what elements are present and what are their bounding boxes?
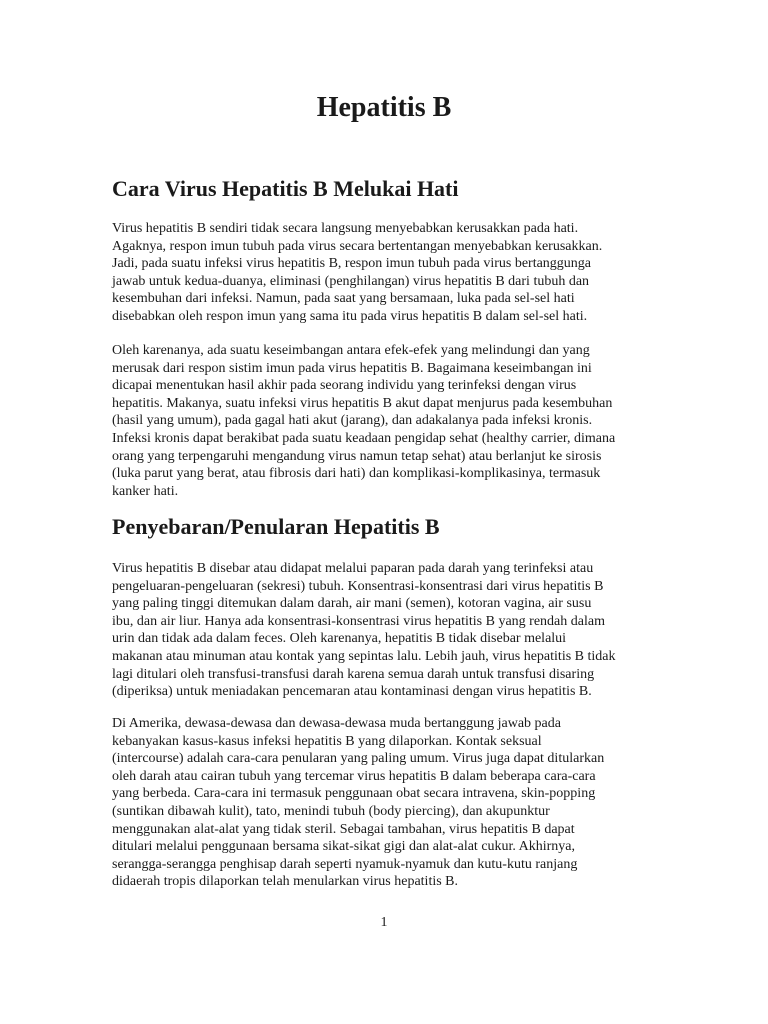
text-line: (intercourse) adalah cara-cara penularan yang paling umum. Virus juga dapat ditularkan [112, 751, 605, 767]
text-line: urin dan tidak ada dalam feces. Oleh karenanya, hepatitis B tidak disebar melalui [112, 631, 567, 647]
text-line: didaerah tropis dilaporkan telah menularkan virus hepatitis B. [112, 874, 459, 890]
text-line: Jadi, pada suatu infeksi virus hepatitis B, respon imun tubuh pada virus bertanggunga [112, 256, 592, 272]
text-line: (luka parut yang berat, atau fibrosis dari hati) dan komplikasi-komplikasinya, termasuk [112, 466, 601, 482]
text-line: Agaknya, respon imun tubuh pada virus secara bertentangan menyebabkan kerusakkan. [112, 238, 603, 254]
text-line: makanan atau minuman atau kontak yang sepintas lalu. Lebih jauh, virus hepatitis B tidak [112, 648, 616, 664]
text-line: Di Amerika, dewasa-dewasa dan dewasa-dewasa muda bertanggung jawab pada [112, 716, 561, 731]
paragraph-cara-virus-2 [112, 342, 672, 500]
paragraph-penyebaran-1 [112, 560, 672, 701]
text-line: kebanyakan kasus-kasus infeksi hepatitis B yang dilaporkan. Kontak seksual [112, 733, 542, 749]
text-line: Virus hepatitis B sendiri tidak secara langsung menyebabkan kerusakkan pada hati. [112, 221, 579, 236]
text-line: pengeluaran-pengeluaran (sekresi) tubuh. Konsentrasi-konsentrasi dari virus hepatitis B [112, 578, 604, 594]
text-line: hepatitis. Makanya, suatu infeksi virus hepatitis B akut dapat menjurus pada kesembuhan [112, 395, 613, 411]
text-line: lagi ditulari oleh transfusi-transfusi darah karena semua darah untuk transfusi disaring [112, 666, 595, 682]
text-line: Infeksi kronis dapat berakibat pada suatu keadaan pengidap sehat (healthy carrier, dimana [112, 430, 616, 446]
text-line: Virus hepatitis B disebar atau didapat melalui paparan pada darah yang terinfeksi atau [112, 561, 594, 576]
paragraph-penyebaran-2 [112, 715, 672, 891]
text-line: (hasil yang umum), pada gagal hati akut (jarang), dan adakalanya pada infeksi kronis. [112, 413, 593, 429]
text-line: (suntikan dibawah kulit), tato, menindi tubuh (body piercing), dan akupunktur [112, 803, 550, 819]
text-line: menggunakan alat-alat yang tidak steril. Sebagai tambahan, virus hepatitis B dapat [112, 821, 575, 837]
text-line: yang paling tinggi ditemukan dalam darah, air mani (semen), kotoran vagina, air susu [112, 596, 592, 612]
text-line: (diperiksa) untuk meniadakan pencemaran atau kontaminasi dengan virus hepatitis B. [112, 684, 592, 700]
section-heading-penyebaran: Penyebaran/Penularan Hepatitis B [112, 514, 440, 539]
text-line: merusak dari respon sistim imun pada virus hepatitis B. Bagaimana keseimbangan ini [112, 360, 592, 376]
text-line: disebabkan oleh respon imun yang sama itu pada virus hepatitis B dalam sel-sel hati. [112, 308, 588, 324]
text-line: serangga-serangga penghisap darah seperti nyamuk-nyamuk dan kutu-kutu ranjang [112, 856, 578, 872]
text-line: dicapai menentukan hasil akhir pada seorang individu yang terinfeksi dengan virus [112, 378, 577, 394]
text-line: yang berbeda. Cara-cara ini termasuk penggunaan obat secara intravena, skin-popping [112, 786, 596, 802]
paragraph-cara-virus-1 [112, 220, 672, 326]
text-line: kanker hati. [112, 483, 179, 499]
text-line: ditulari melalui penggunaan bersama sikat-sikat gigi dan alat-alat cukur. Akhirnya, [112, 839, 576, 855]
text-line: kesembuhan dari infeksi. Namun, pada saat yang bersamaan, luka pada sel-sel hati [112, 291, 575, 307]
page-number: 1 [380, 915, 388, 930]
text-line: oleh darah atau cairan tubuh yang tercemar virus hepatitis B dalam beberapa cara-cara [112, 768, 596, 784]
section-heading-cara-virus: Cara Virus Hepatitis B Melukai Hati [112, 176, 459, 201]
text-line: ibu, dan air liur. Hanya ada konsentrasi-konsentrasi virus hepatitis B yang rendah dalam [112, 613, 605, 629]
document-title: Hepatitis B [316, 92, 452, 123]
text-line: jawab untuk kedua-duanya, eliminasi (penghilangan) virus hepatitis B dari tubuh dan [112, 273, 590, 289]
text-line: orang yang terpengaruhi mengandung virus namun tetap sehat) atau berlanjut ke sirosis [112, 448, 602, 464]
text-line: Oleh karenanya, ada suatu keseimbangan antara efek-efek yang melindungi dan yang [112, 343, 590, 358]
